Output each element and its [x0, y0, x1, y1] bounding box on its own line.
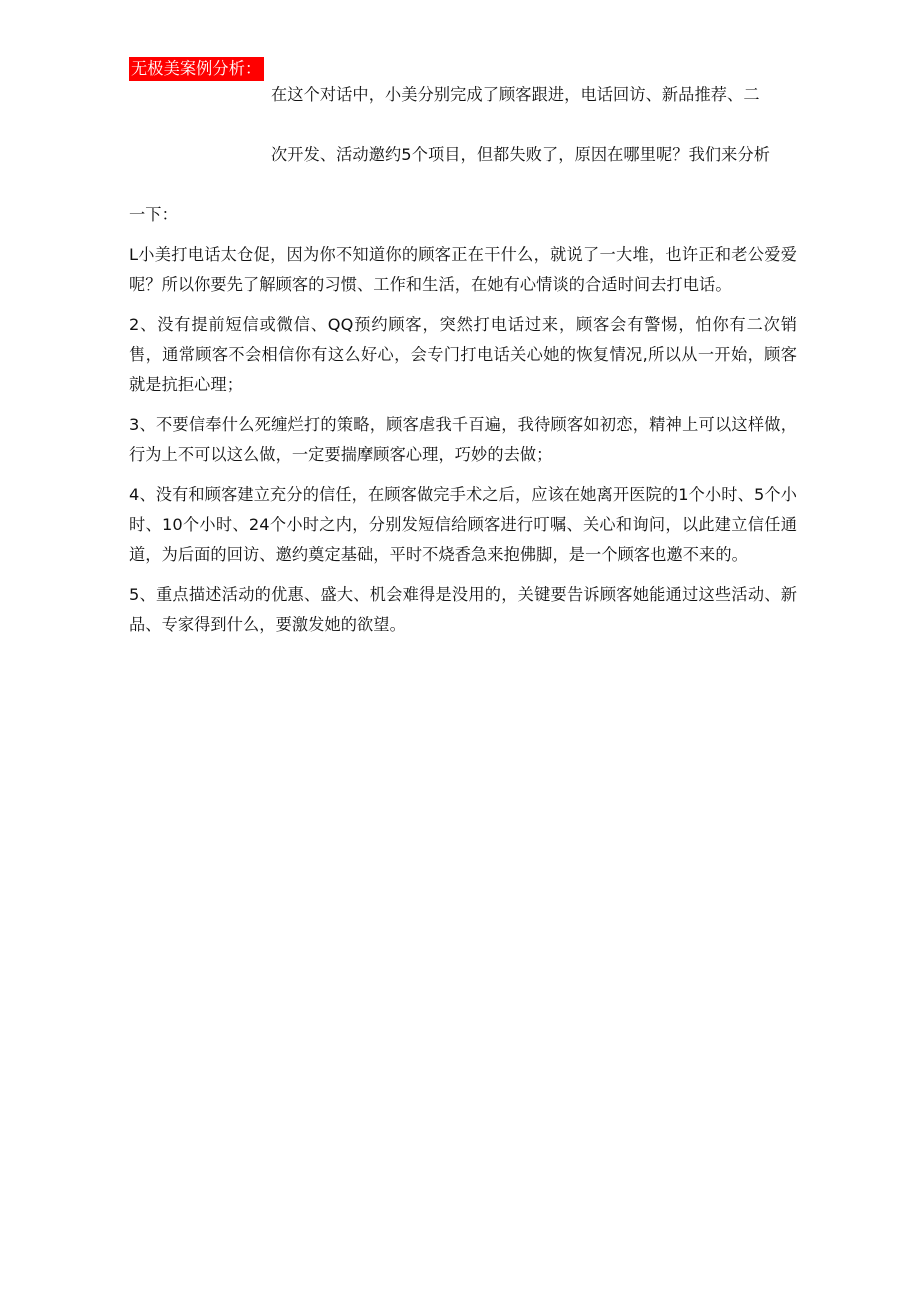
analysis-point-2: 2、没有提前短信或微信、QQ预约顾客，突然打电话过来，顾客会有警惕，怕你有二次销售，通常顾客不会相信你有这么好心，会专门打电话关心她的恢复情况,所以从一开始，顾客就是抗拒心理； [129, 315, 797, 394]
analysis-point-3: 3、不要信奉什么死缠烂打的策略，顾客虐我千百遍，我待顾客如初恋，精神上可以这样做，行为上不可以这么做，一定要揣摩顾客心理，巧妙的去做； [129, 415, 797, 464]
analysis-intro [129, 50, 797, 200]
analysis-label: 无极美案例分析： [129, 57, 264, 81]
analysis-intro-text [271, 50, 797, 200]
analysis-intro-tail: 一下： [129, 205, 178, 224]
analysis-label-column [129, 50, 271, 84]
document-page [129, 50, 797, 650]
analysis-intro-line-1: 在这个对话中，小美分别完成了顾客跟进，电话回访、新品推荐、二 [271, 85, 760, 104]
analysis-point-5: 5、重点描述活动的优惠、盛大、机会难得是没用的，关键要告诉顾客她能通过这些活动、新品、专家得到什么，要激发她的欲望。 [129, 585, 797, 634]
analysis-point-1: L小美打电话太仓促，因为你不知道你的顾客正在干什么，就说了一大堆，也许正和老公爱爱呢？所以你要先了解顾客的习惯、工作和生活，在她有心情谈的合适时间去打电话。 [129, 245, 797, 294]
analysis-intro-line-2: 次开发、活动邀约5个项目，但都失败了，原因在哪里呢？我们来分析 [271, 145, 771, 164]
analysis-point-4: 4、没有和顾客建立充分的信任，在顾客做完手术之后，应该在她离开医院的1个小时、5个小时、10个小时、24个小时之内，分别发短信给顾客进行叮嘱、关心和询问，以此建立信任通道，为后面的回访、邀约奠定基础，平时不烧香急来抱佛脚，是一个顾客也邀不来的。 [129, 485, 797, 564]
